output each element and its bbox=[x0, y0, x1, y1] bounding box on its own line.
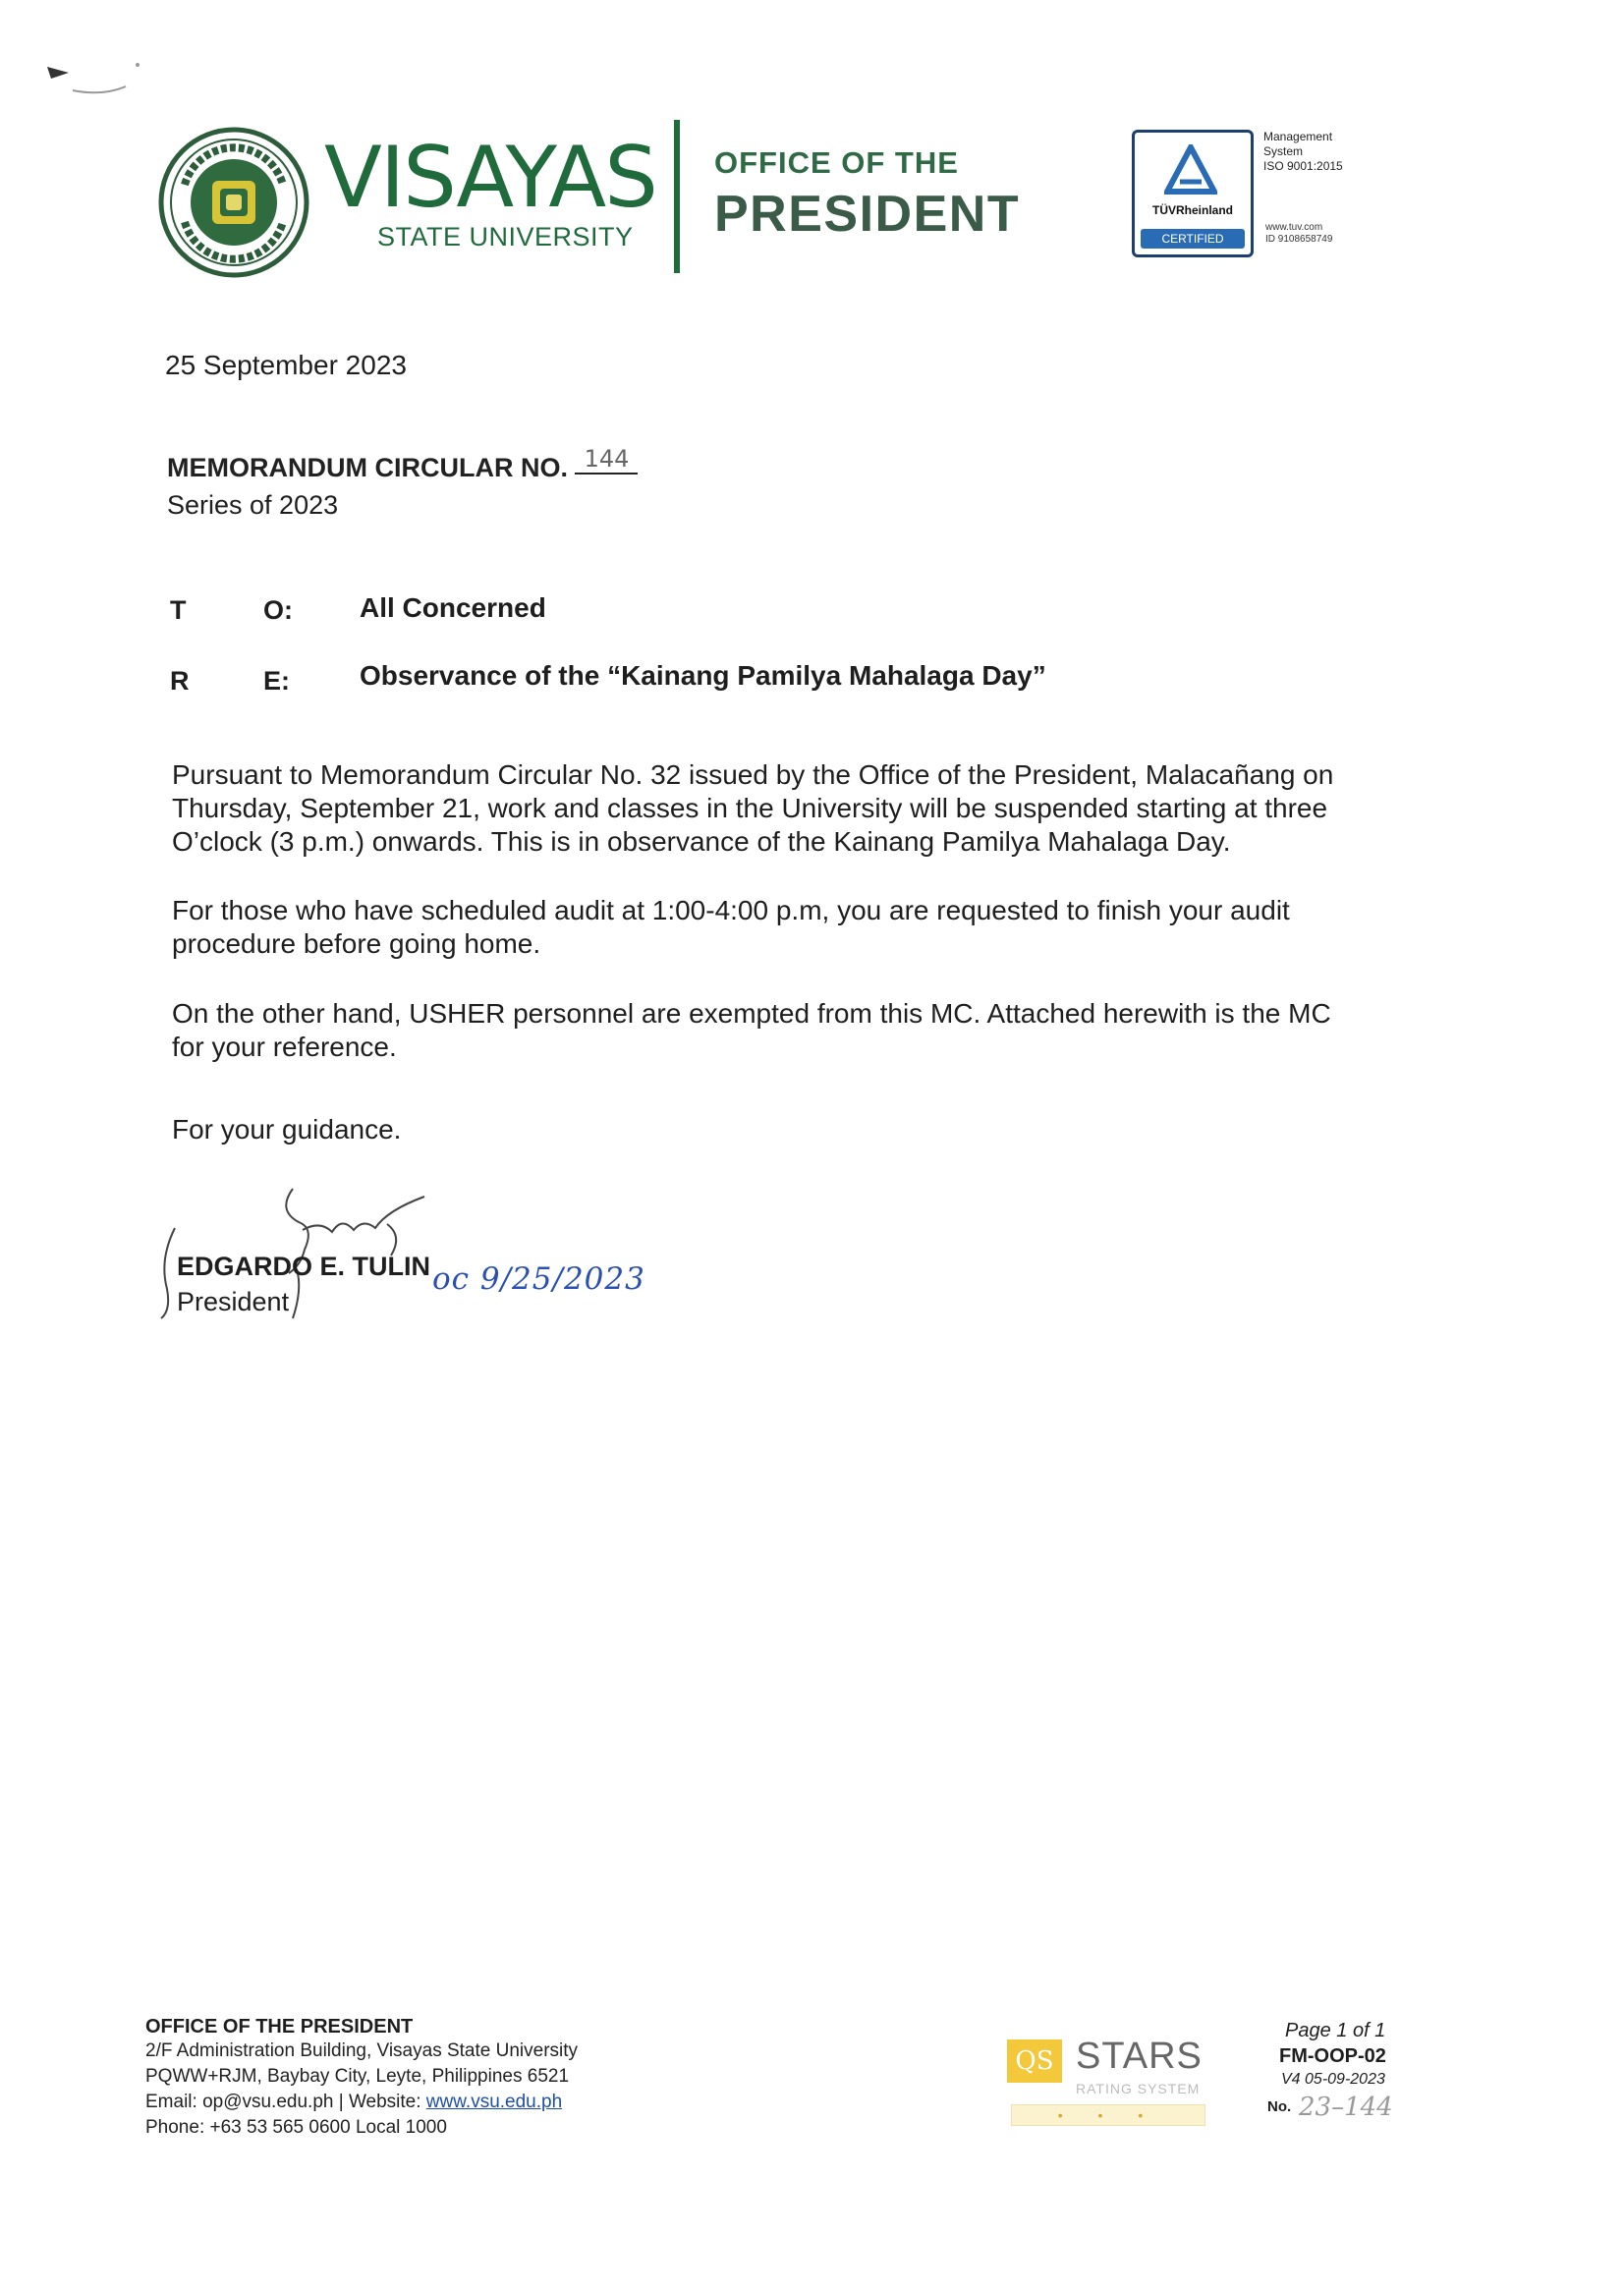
university-logo bbox=[324, 129, 656, 252]
memo-circular-heading bbox=[167, 445, 638, 484]
cert-text-line: Management bbox=[1263, 130, 1333, 143]
qs-stars-label: STARS bbox=[1076, 2036, 1203, 2077]
website-link[interactable]: www.vsu.edu.ph bbox=[425, 2092, 563, 2112]
memo-paragraph: On the other hand, USHER personnel are exempted from this MC. Attached herewith is the MC for your reference. bbox=[172, 998, 1331, 1062]
form-code: FM-OOP-02 bbox=[1279, 2045, 1386, 2067]
document-number-label: No. bbox=[1267, 2098, 1292, 2115]
document-number: 23–144 bbox=[1299, 2093, 1393, 2122]
iso-certification-badge bbox=[1132, 130, 1254, 257]
qs-logo-box: QS bbox=[1007, 2039, 1062, 2083]
header-divider bbox=[674, 120, 680, 273]
cert-text-line: ISO 9001:2015 bbox=[1263, 159, 1343, 173]
signatory-name: EDGARDO E. TULIN bbox=[177, 1252, 431, 1281]
cert-id-block bbox=[1265, 222, 1332, 246]
cert-brand: TÜVRheinland bbox=[1151, 203, 1233, 217]
cert-id: ID 9108658749 bbox=[1265, 234, 1333, 245]
qs-stars-logo bbox=[1007, 2036, 1204, 2134]
office-heading bbox=[714, 145, 1020, 244]
office-line2: PRESIDENT bbox=[714, 186, 1021, 243]
footer-office: OFFICE OF THE PRESIDENT bbox=[145, 2016, 414, 2038]
footer-address-line: PQWW+RJM, Baybay City, Leyte, Philippines 6521 bbox=[145, 2066, 570, 2087]
page-number: Page 1 of 1 bbox=[1285, 2020, 1386, 2041]
memo-series: Series of 2023 bbox=[167, 490, 339, 520]
footer-email: Email: op@vsu.edu.ph | Website: bbox=[145, 2092, 426, 2112]
cert-site: www.tuv.com bbox=[1265, 222, 1323, 233]
footer-address-line: 2/F Administration Building, Visayas State University bbox=[145, 2040, 579, 2061]
memo-circular-number: 144 bbox=[575, 445, 638, 475]
university-name: VISAYAS bbox=[324, 129, 656, 227]
to-key-letter: O: bbox=[263, 595, 293, 625]
footer-contact-line bbox=[145, 2092, 562, 2113]
to-value: All Concerned bbox=[360, 592, 546, 623]
memo-circular-label: MEMORANDUM CIRCULAR NO. bbox=[167, 453, 568, 482]
subject-value: Observance of the “Kainang Pamilya Mahalaga Day” bbox=[360, 660, 1046, 691]
cert-description bbox=[1263, 130, 1343, 174]
footer-phone: Phone: +63 53 565 0600 Local 1000 bbox=[145, 2117, 447, 2138]
office-line1: OFFICE OF THE bbox=[714, 145, 959, 180]
form-version: V4 05-09-2023 bbox=[1281, 2071, 1385, 2088]
memo-date: 25 September 2023 bbox=[165, 350, 407, 380]
qs-rating-label: RATING SYSTEM bbox=[1076, 2081, 1201, 2096]
handwritten-receipt-date: oc 9/25/2023 bbox=[432, 1261, 645, 1297]
memo-paragraph: Pursuant to Memorandum Circular No. 32 issued by the Office of the President, Malacañang on Thursday, September 21, work and classes in the University will be suspended starting at three O’clock (3 p.m.) onwards. This is in observance of the Kainang Pamilya Mahalaga Day. bbox=[172, 759, 1334, 857]
tuv-triangle-icon bbox=[1164, 144, 1217, 195]
memo-paragraph: For your guidance. bbox=[172, 1114, 402, 1145]
cert-text-line: System bbox=[1263, 144, 1304, 158]
university-subtitle: STATE UNIVERSITY bbox=[377, 222, 634, 251]
scan-mark bbox=[43, 53, 171, 102]
re-key-letter: E: bbox=[263, 666, 290, 696]
cert-badge-label: CERTIFIED bbox=[1141, 229, 1245, 249]
qs-rating-dots: • • • bbox=[1011, 2104, 1205, 2126]
re-key-letter: R bbox=[170, 666, 190, 696]
to-key-letter: T bbox=[170, 595, 187, 625]
university-seal-icon bbox=[157, 126, 310, 279]
signatory-title: President bbox=[177, 1287, 290, 1316]
memo-paragraph: For those who have scheduled audit at 1:00-4:00 p.m, you are requested to finish your audit procedure before going home. bbox=[172, 895, 1290, 959]
